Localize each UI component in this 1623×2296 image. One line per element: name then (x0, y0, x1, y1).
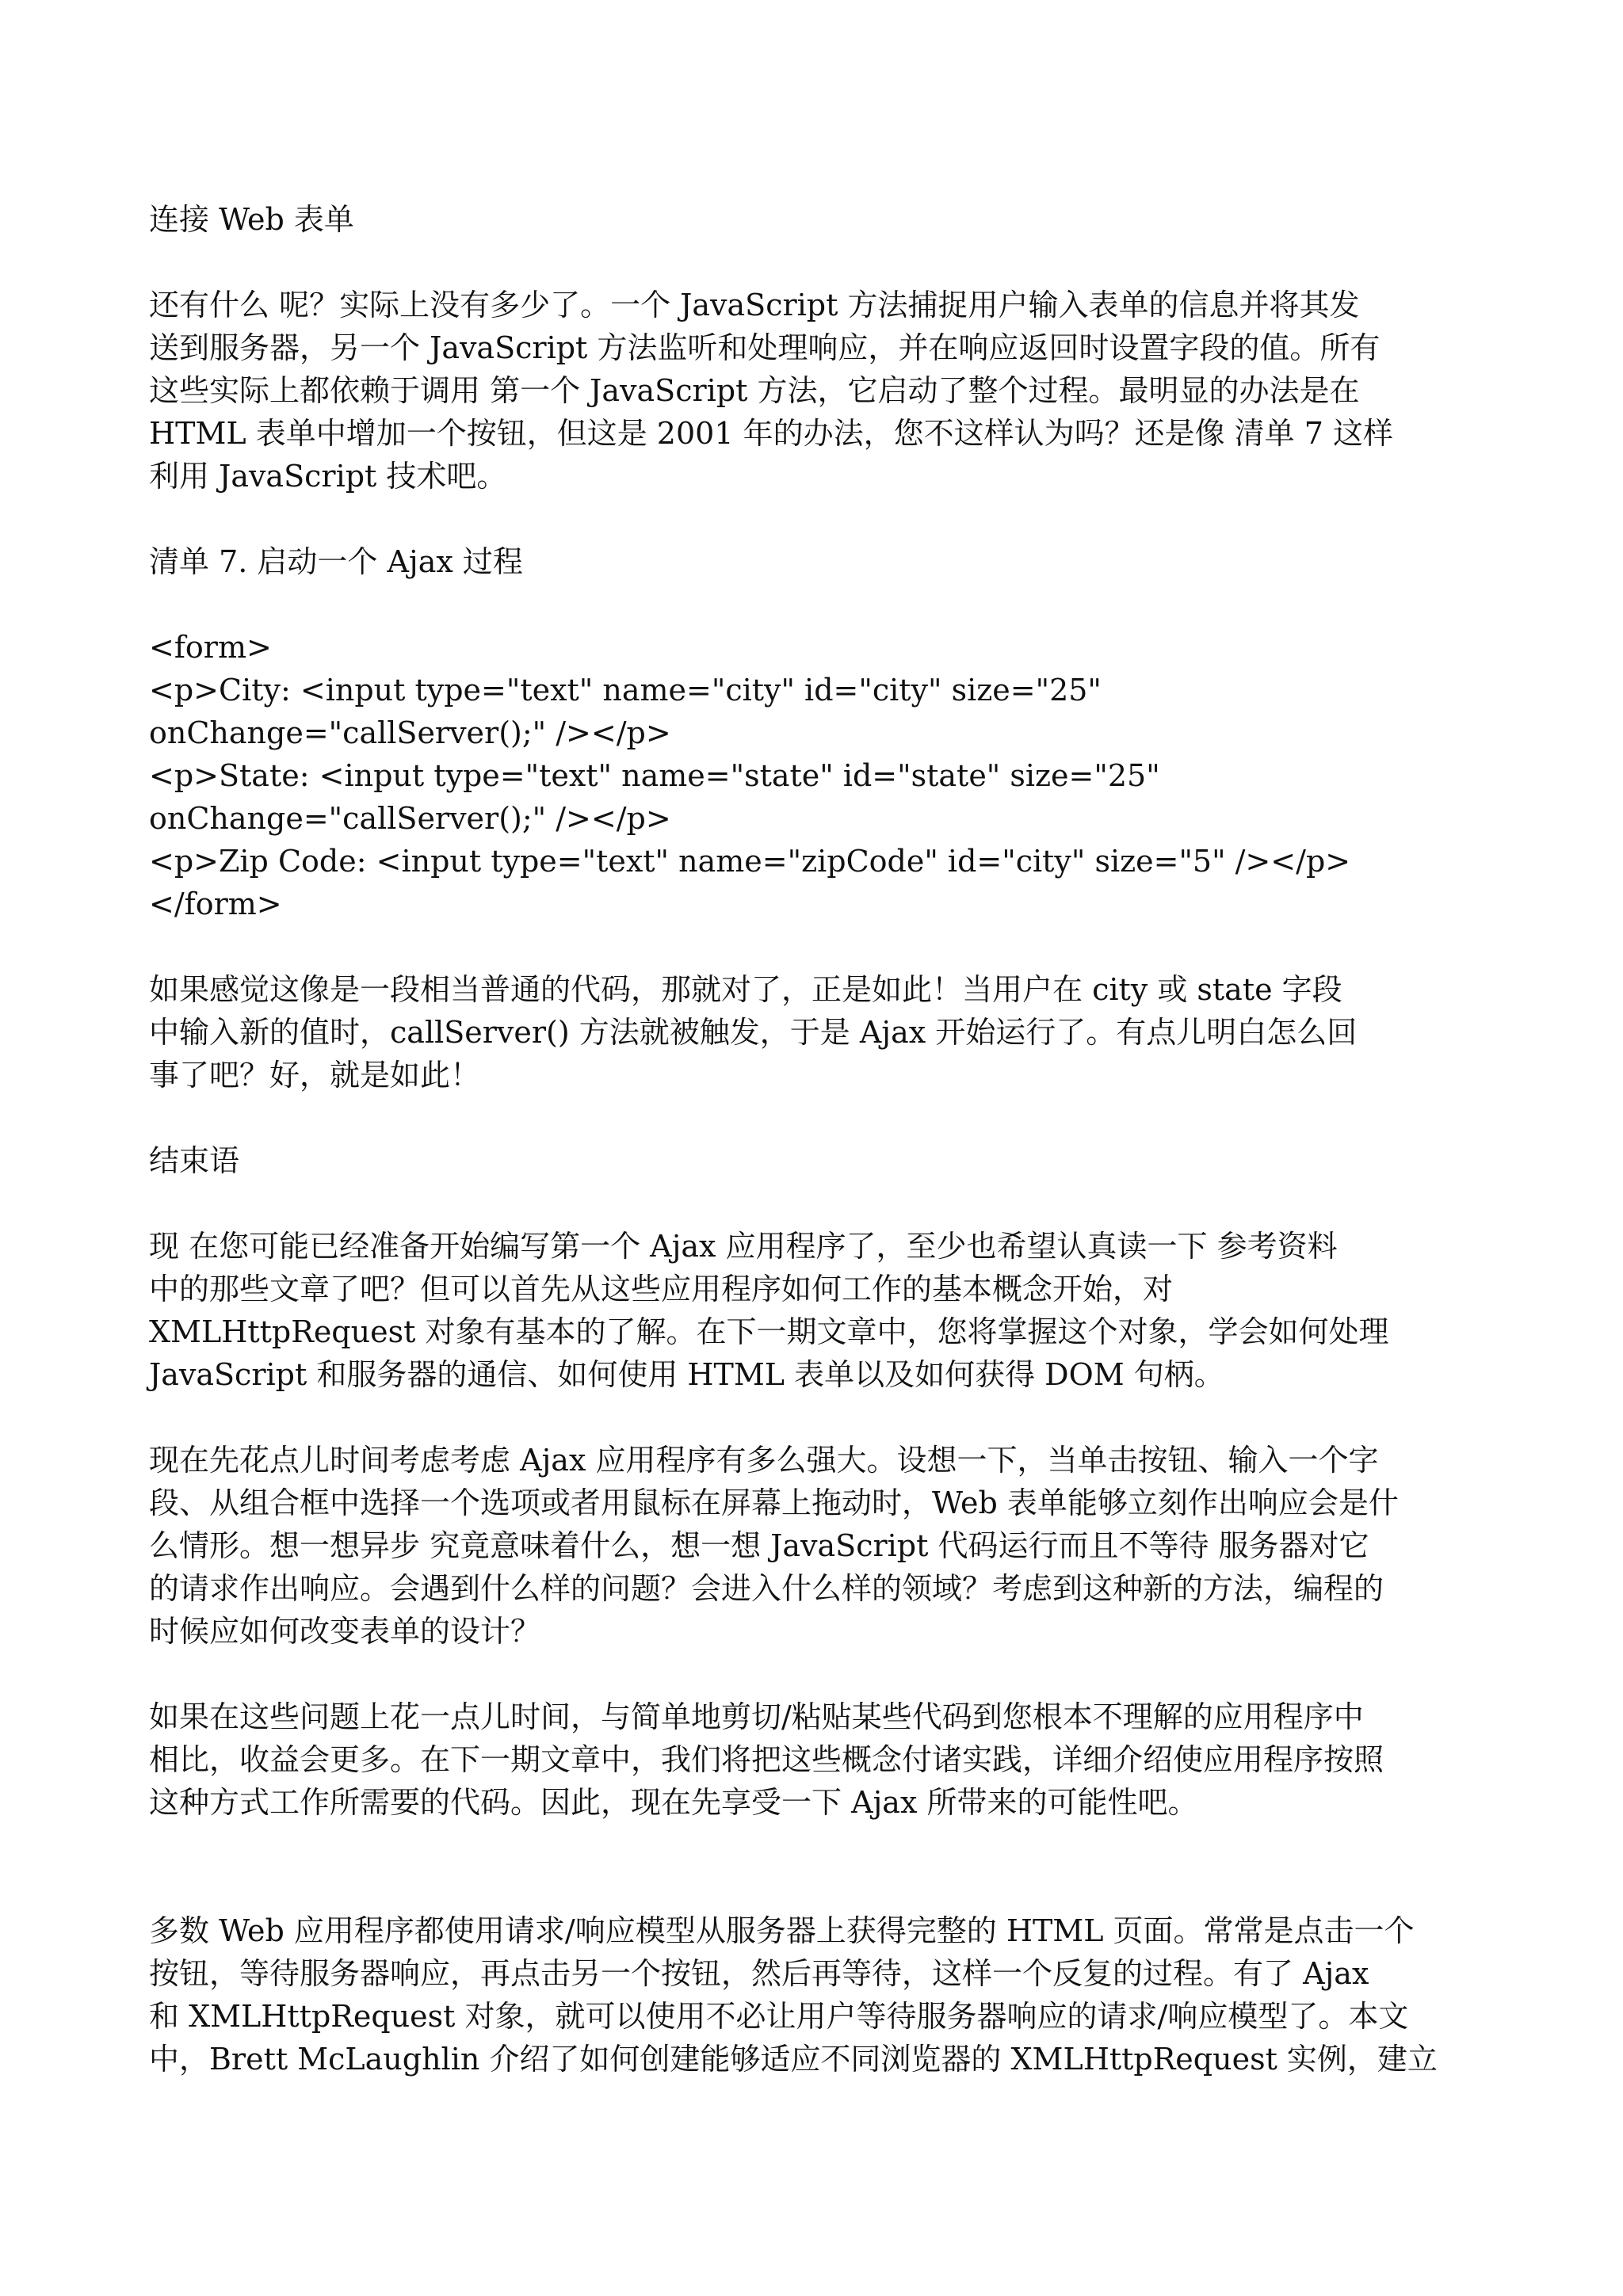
paragraph-conclusion-2 (149, 1439, 1496, 1653)
text-line: 按钮，等待服务器响应，再点击另一个按钮，然后再等待，这样一个反复的过程。有了 Ajax (149, 1956, 1369, 1991)
code-line: onChange="callServer();" /></p> (149, 715, 671, 750)
code-line: <form> (149, 630, 272, 665)
text-line: 如果在这些问题上花一点儿时间，与简单地剪切/粘贴某些代码到您根本不理解的应用程序中 (149, 1699, 1364, 1734)
text-line: 多数 Web 应用程序都使用请求/响应模型从服务器上获得完整的 HTML 页面。常常是点击一个 (149, 1913, 1415, 1948)
text-line: 送到服务器，另一个 JavaScript 方法监听和处理响应，并在响应返回时设置字段的值。所有 (149, 330, 1381, 365)
text-line: 事了吧？好，就是如此！ (149, 1058, 481, 1093)
text-line: XMLHttpRequest 对象有基本的了解。在下一期文章中，您将掌握这个对象，学会如何处理 (149, 1314, 1389, 1349)
listing-title: 清单 7. 启动一个 Ajax 过程 (149, 544, 523, 579)
document-page (149, 198, 1496, 2081)
paragraph-explanation (149, 968, 1496, 1097)
text-line: 中的那些文章了吧？但可以首先从这些应用程序如何工作的基本概念开始，对 (149, 1272, 1174, 1306)
text-line: 现在先花点儿时间考虑考虑 Ajax 应用程序有多么强大。设想一下，当单击按钮、输入一个字 (149, 1443, 1379, 1478)
text-line: 如果感觉这像是一段相当普通的代码，那就对了，正是如此！当用户在 city 或 state 字段 (149, 972, 1342, 1007)
paragraph-summary (149, 1909, 1496, 2081)
section-heading-conclusion: 结束语 (149, 1143, 240, 1178)
text-line: 现 在您可能已经准备开始编写第一个 Ajax 应用程序了，至少也希望认真读一下 参考资料 (149, 1229, 1338, 1264)
paragraph-conclusion-1 (149, 1225, 1496, 1396)
text-line: 中输入新的值时，callServer() 方法就被触发，于是 Ajax 开始运行了。有点儿明白怎么回 (149, 1015, 1358, 1050)
paragraph-conclusion-3 (149, 1695, 1496, 1824)
code-line: <p>State: <input type="text" name="state" id="state" size="25" (149, 758, 1160, 793)
section-heading-web-form: 连接 Web 表单 (149, 202, 354, 237)
text-line: 时候应如何改变表单的设计？ (149, 1614, 541, 1649)
text-line: 还有什么 呢？实际上没有多少了。一个 JavaScript 方法捕捉用户输入表单的信息并将其发 (149, 288, 1360, 322)
text-line: 这种方式工作所需要的代码。因此，现在先享受一下 Ajax 所带来的可能性吧。 (149, 1785, 1198, 1820)
text-line: HTML 表单中增加一个按钮，但这是 2001 年的办法，您不这样认为吗？还是像 清单 7 这样 (149, 416, 1393, 451)
text-line: 段、从组合框中选择一个选项或者用鼠标在屏幕上拖动时，Web 表单能够立刻作出响应会是什 (149, 1486, 1399, 1520)
text-line: JavaScript 和服务器的通信、如何使用 HTML 表单以及如何获得 DOM 句柄。 (149, 1357, 1224, 1392)
text-line: 么情形。想一想异步 究竟意味着什么，想一想 JavaScript 代码运行而且不等待 服务器对它 (149, 1528, 1369, 1563)
text-line: 和 XMLHttpRequest 对象，就可以使用不必让用户等待服务器响应的请求/响应模型了。本文 (149, 1999, 1409, 2034)
text-line: 相比，收益会更多。在下一期文章中，我们将把这些概念付诸实践，详细介绍使应用程序按照 (149, 1742, 1384, 1777)
paragraph-intro (149, 284, 1496, 498)
text-line: 这些实际上都依赖于调用 第一个 JavaScript 方法，它启动了整个过程。最明显的办法是在 (149, 373, 1360, 408)
text-line: 中，Brett McLaughlin 介绍了如何创建能够适应不同浏览器的 XMLHttpRequest 实例，建立 (149, 2042, 1438, 2077)
code-line: </form> (149, 887, 282, 921)
code-line: <p>Zip Code: <input type="text" name="zipCode" id="city" size="5" /></p> (149, 844, 1351, 879)
code-line: onChange="callServer();" /></p> (149, 801, 671, 836)
text-line: 利用 JavaScript 技术吧。 (149, 459, 507, 494)
code-line: <p>City: <input type="text" name="city" id="city" size="25" (149, 673, 1102, 707)
code-listing (149, 626, 1496, 925)
text-line: 的请求作出响应。会遇到什么样的问题？会进入什么样的领域？考虑到这种新的方法，编程的 (149, 1571, 1384, 1606)
